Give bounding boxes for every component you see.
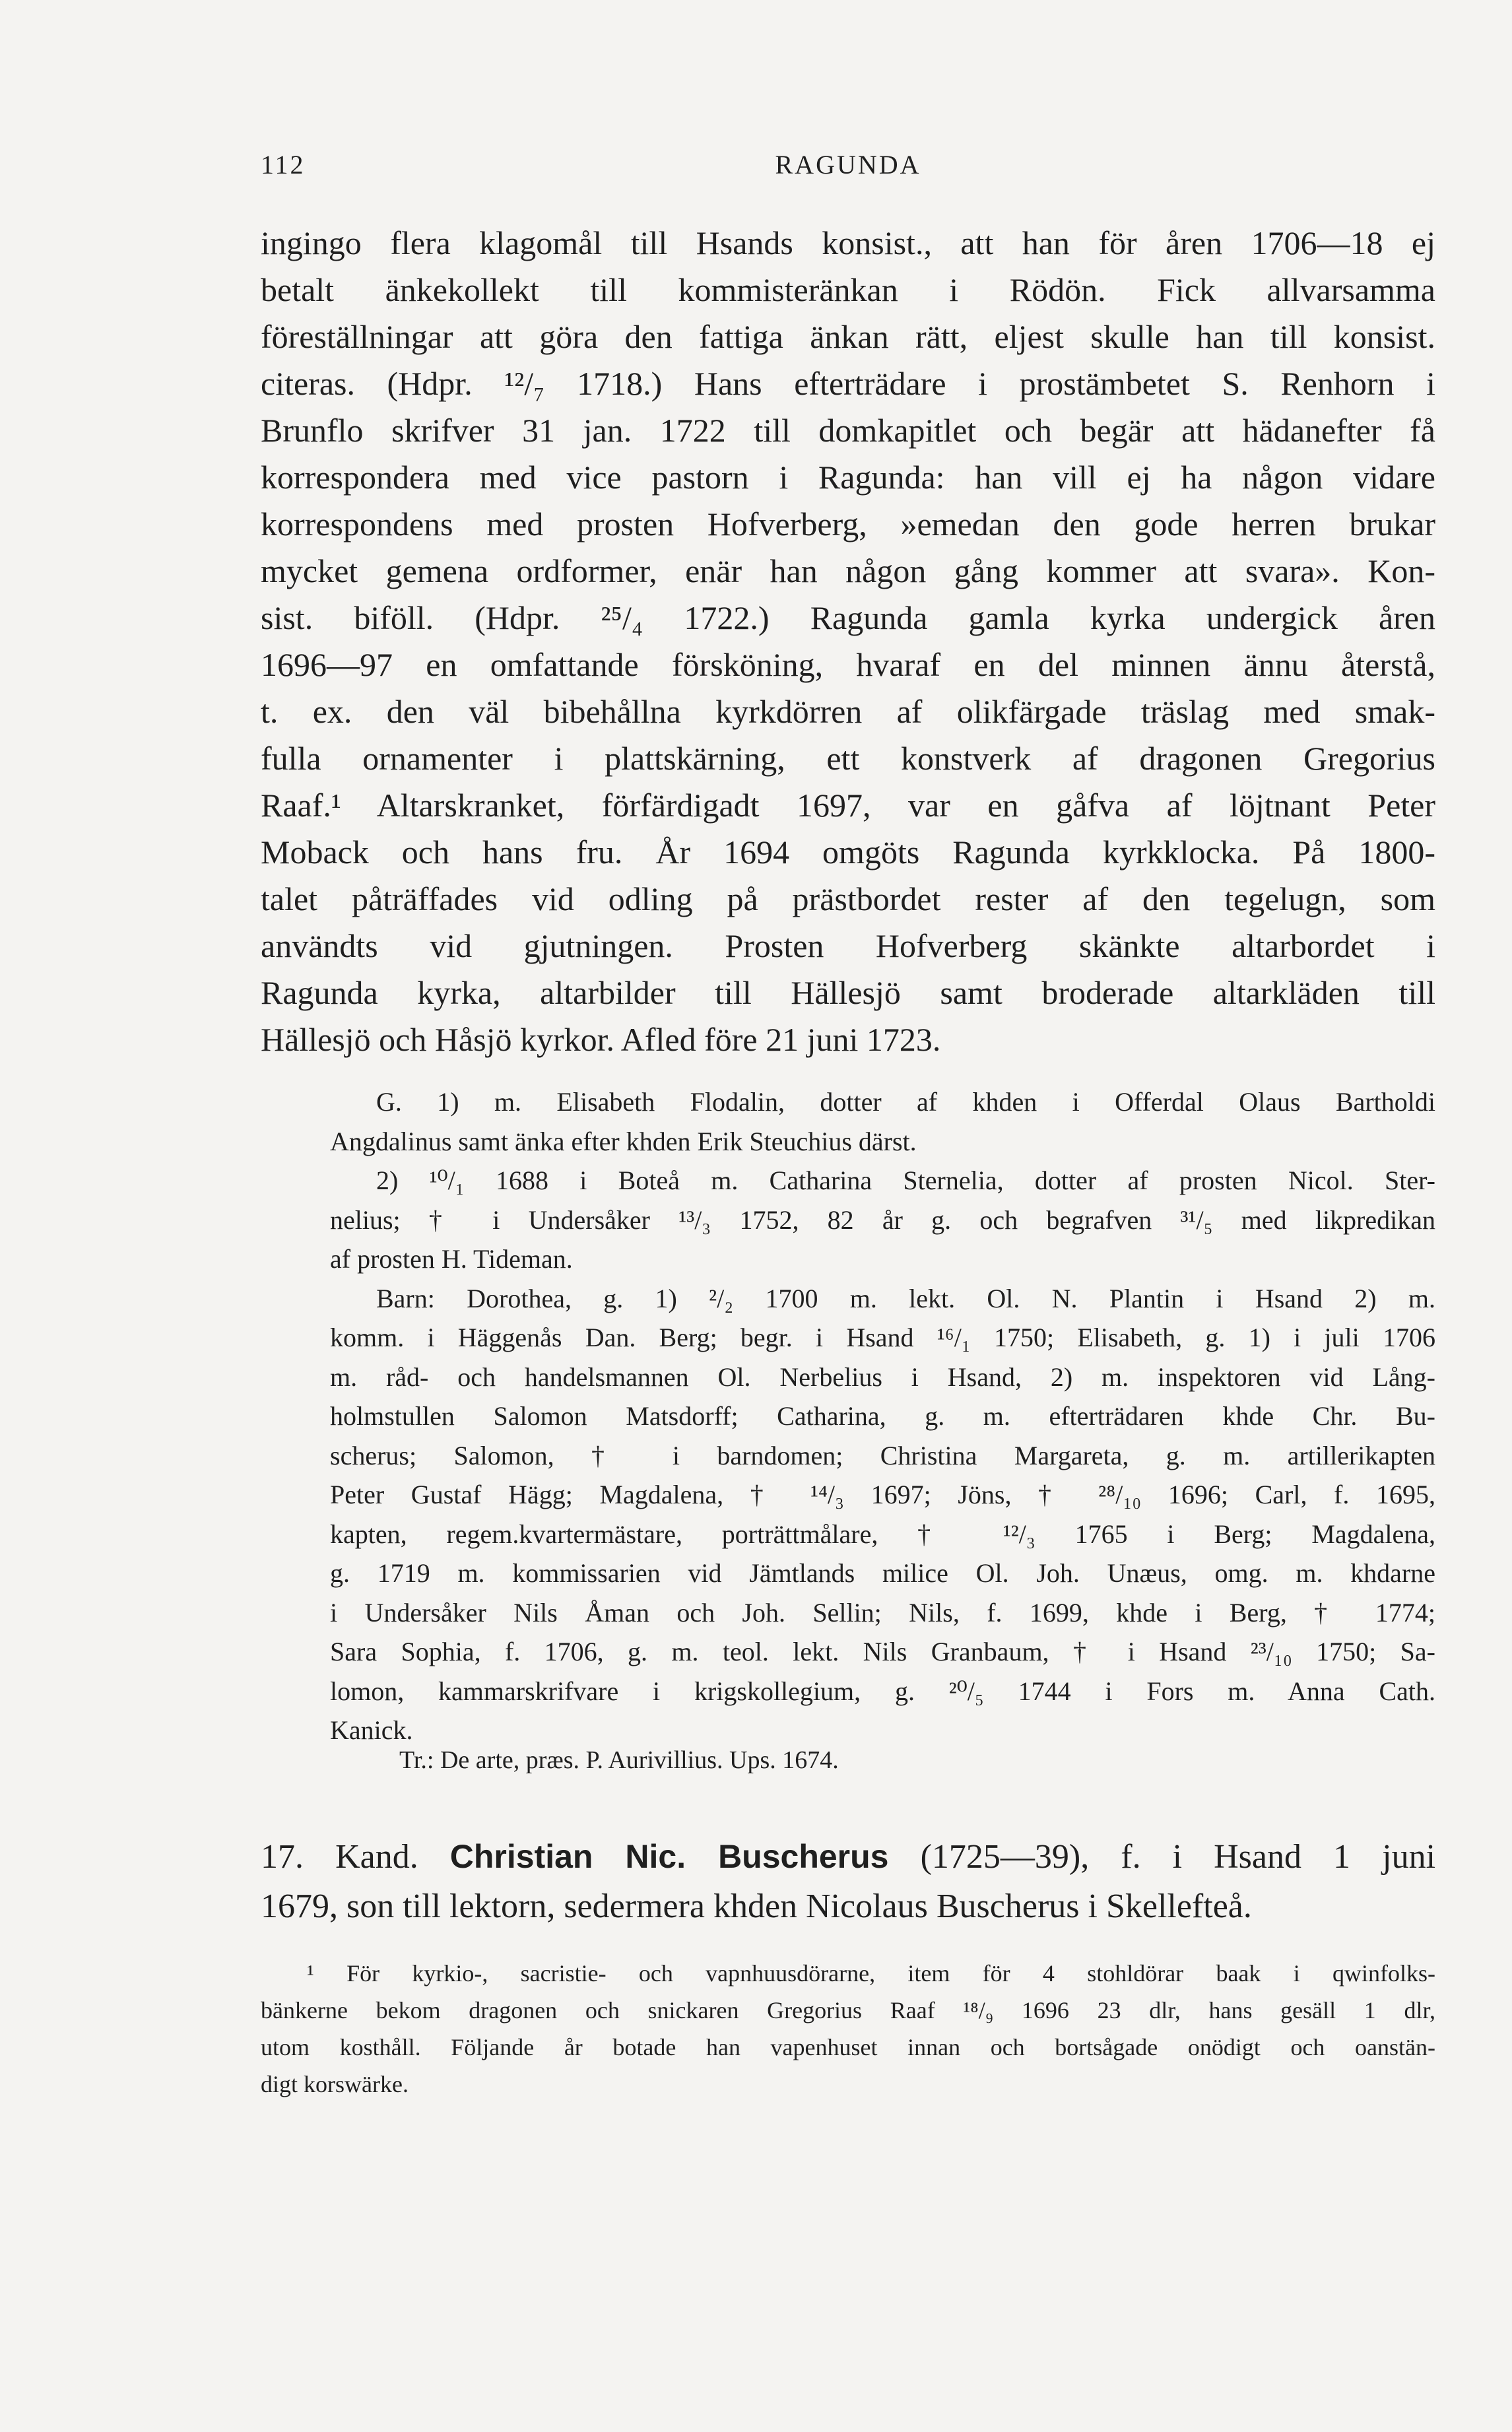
- running-title: RAGUNDA: [775, 150, 921, 180]
- text-line: Raaf.¹ Altarskranket, förfärdigadt 1697, var en gåfva af löjtnant Peter: [261, 787, 1435, 824]
- text-line: Hällesjö och Håsjö kyrkor. Afled före 21 juni 1723.: [261, 1021, 941, 1058]
- text-line: m. råd- och handelsmannen Ol. Nerbelius i Hsand, 2) m. inspektoren vid Lång-: [330, 1362, 1435, 1392]
- text-line: 2) ¹⁰/₁ 1688 i Boteå m. Catharina Sternelia, dotter af prosten Nicol. Ster-: [376, 1166, 1435, 1195]
- section-heading-line: [261, 1831, 1435, 1882]
- text-line: mycket gemena ordformer, enär han någon gång kommer att svara». Kon-: [261, 552, 1435, 589]
- section-number: 17.: [261, 1838, 304, 1876]
- text-line: i Undersåker Nils Åman och Joh. Sellin; Nils, f. 1699, khde i Berg, † 1774;: [330, 1597, 1435, 1627]
- text-line: korrespondera med vice pastorn i Ragunda: han vill ej ha någon vidare: [261, 459, 1435, 496]
- text-line: kapten, regem.kvartermästare, porträttmålare, † ¹²/₃ 1765 i Berg; Magdalena,: [330, 1519, 1435, 1549]
- footnote: [261, 1955, 1435, 2103]
- text-line: 1696—97 en omfattande försköning, hvaraf en del minnen ännu återstå,: [261, 646, 1435, 683]
- text-line: Ragunda kyrka, altarbilder till Hällesjö samt broderade altarkläden till: [261, 974, 1435, 1011]
- text-line: citeras. (Hdpr. ¹²/₇ 1718.) Hans efterträdare i prostämbetet S. Renhorn i: [261, 365, 1435, 402]
- text-line: komm. i Häggenås Dan. Berg; begr. i Hsand ¹⁶/₁ 1750; Elisabeth, g. 1) i juli 1706: [330, 1323, 1435, 1352]
- text-line: Kanick.: [330, 1715, 413, 1745]
- section-dates: (1725—39), f. i Hsand 1 juni: [920, 1838, 1436, 1876]
- footnote-line: utom kosthåll. Följande år botade han vapenhuset innan och bortsågade onödigt och oanstän-: [261, 2034, 1435, 2060]
- text-line: G. 1) m. Elisabeth Flodalin, dotter af khden i Offerdal Olaus Bartholdi: [376, 1087, 1435, 1117]
- text-line: lomon, kammarskrifvare i krigskollegium, g. ²⁰/₅ 1744 i Fors m. Anna Cath.: [330, 1676, 1435, 1706]
- text-line: t. ex. den väl bibehållna kyrkdörren af olikfärgade träslag med smak-: [261, 693, 1435, 730]
- text-line: föreställningar att göra den fattiga änkan rätt, eljest skulle han till konsist.: [261, 318, 1435, 355]
- text-line: Peter Gustaf Hägg; Magdalena, † ¹⁴/₃ 1697; Jöns, † ²⁸/₁₀ 1696; Carl, f. 1695,: [330, 1480, 1435, 1509]
- text-line: scherus; Salomon, † i barndomen; Christina Margareta, g. m. artillerikapten: [330, 1440, 1435, 1470]
- footnote-line: digt korswärke.: [261, 2071, 409, 2097]
- text-line: talet påträffades vid odling på prästbordet rester af den tegelugn, som: [261, 880, 1435, 917]
- page-header: [261, 149, 1435, 189]
- section-17: [261, 1831, 1435, 1932]
- text-line: fulla ornamenter i plattskärning, ett konstverk af dragonen Gregorius: [261, 740, 1435, 777]
- text-line: nelius; † i Undersåker ¹³/₃ 1752, 82 år g. och begrafven ³¹/₅ med likpredikan: [330, 1204, 1435, 1235]
- text-line: 1679, son till lektorn, sedermera khden Nicolaus Buscherus i Skellefteå.: [261, 1888, 1252, 1925]
- text-line: holmstullen Salomon Matsdorff; Catharina, g. m. efterträdaren khde Chr. Bu-: [330, 1401, 1435, 1431]
- text-line: Angdalinus samt änka efter khden Erik Steuchius därst.: [330, 1126, 917, 1156]
- text-line: Barn: Dorothea, g. 1) ²/₂ 1700 m. lekt. Ol. N. Plantin i Hsand 2) m.: [376, 1283, 1435, 1313]
- tr-reference: Tr.: De arte, præs. P. Aurivillius. Ups. 1674.: [399, 1746, 839, 1774]
- footnote-line: ¹ För kyrkio-, sacristie- och vapnhuusdörarne, item för 4 stohldörar baak i qwinfolks-: [307, 1960, 1435, 1987]
- text-line: Sara Sophia, f. 1706, g. m. teol. lekt. Nils Granbaum, † i Hsand ²³/₁₀ 1750; Sa-: [330, 1637, 1435, 1666]
- text-line: användts vid gjutningen. Prosten Hofverberg skänkte altarbordet i: [261, 927, 1435, 964]
- text-line: sist. biföll. (Hdpr. ²⁵/₄ 1722.) Ragunda gamla kyrka undergick åren: [261, 599, 1435, 636]
- text-line: ingingo flera klagomål till Hsands konsist., att han för åren 1706—18 ej: [261, 224, 1435, 261]
- genealogy-paragraph: [330, 1082, 1435, 1750]
- text-line: korrespondens med prosten Hofverberg, »emedan den gode herren brukar: [261, 506, 1435, 542]
- page-number: 112: [261, 150, 306, 180]
- text-line: Brunflo skrifver 31 jan. 1722 till domkapitlet och begär att hädanefter få: [261, 412, 1435, 449]
- section-name: Christian Nic. Buscherus: [449, 1838, 889, 1875]
- text-line: af prosten H. Tideman.: [330, 1244, 573, 1274]
- main-paragraph: [261, 220, 1435, 1063]
- text-line: g. 1719 m. kommissarien vid Jämtlands milice Ol. Joh. Unæus, omg. m. khdarne: [330, 1558, 1435, 1588]
- text-line: Moback och hans fru. År 1694 omgöts Ragunda kyrkklocka. På 1800-: [261, 834, 1435, 871]
- footnote-line: bänkerne bekom dragonen och snickaren Gregorius Raaf ¹⁸/₉ 1696 23 dlr, hans gesäll 1 dlr,: [261, 1997, 1435, 2023]
- section-prefix: Kand.: [335, 1838, 418, 1876]
- text-line: betalt änkekollekt till kommisteränkan i Rödön. Fick allvarsamma: [261, 271, 1435, 308]
